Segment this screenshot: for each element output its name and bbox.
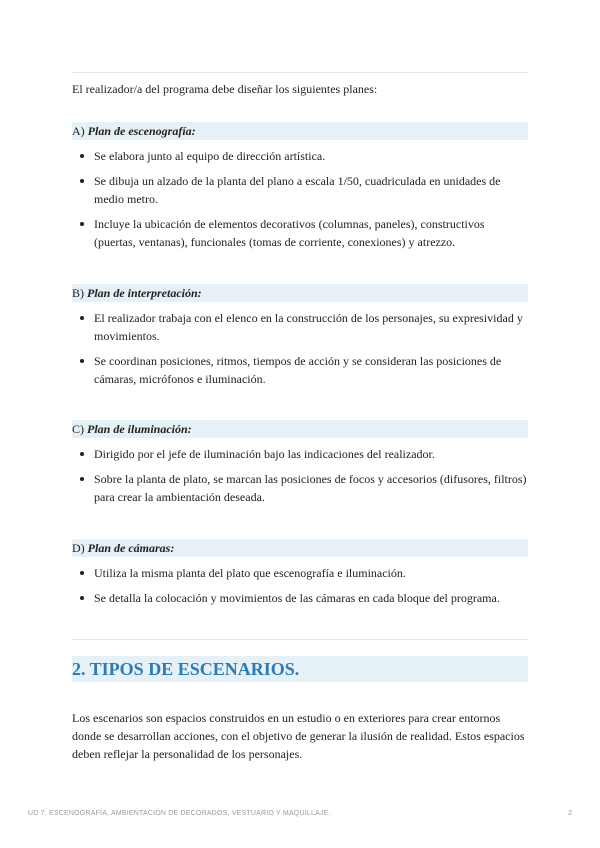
list-item: Incluye la ubicación de elementos decorativos (columnas, paneles), constructivos (puertas, ventanas), funcionales (tomas de corriente, conexiones) y atrezzo. (72, 215, 528, 251)
section-c-title: Plan de iluminación: (87, 422, 192, 436)
section-2-heading: 2. TIPOS DE ESCENARIOS. (72, 656, 528, 682)
section-a-heading (72, 122, 528, 140)
section-d-heading (72, 539, 528, 557)
list-item: Sobre la planta de plato, se marcan las posiciones de focos y accesorios (difusores, filtros) para crear la ambientación deseada. (72, 470, 528, 506)
section-c-list (72, 445, 528, 513)
list-item: El realizador trabaja con el elenco en la construcción de los personajes, su expresividad y movimientos. (72, 309, 528, 345)
section-b-list (72, 309, 528, 395)
section-b-title: Plan de interpretación: (87, 286, 202, 300)
intro-text: El realizador/a del programa debe diseñar los siguientes planes: (72, 82, 378, 96)
section-divider (72, 639, 528, 640)
section-d-letter: D) (72, 541, 85, 555)
section-b-letter: B) (72, 286, 84, 300)
section-a-title: Plan de escenografía: (87, 124, 196, 138)
section-d-title: Plan de cámaras: (87, 541, 175, 555)
list-item: Utiliza la misma planta del plato que escenografía e iluminación. (72, 564, 528, 582)
footer-unit-title: UD 7. ESCENOGRAFÍA, AMBIENTACIÓN DE DECORADOS, VESTUARIO Y MAQUILLAJE. (28, 810, 331, 817)
section-c-letter: C) (72, 422, 84, 436)
list-item: Se dibuja un alzado de la planta del plano a escala 1/50, cuadriculada en unidades de medio metro. (72, 172, 528, 208)
footer-page-number: 2 (568, 810, 572, 817)
list-item: Dirigido por el jefe de iluminación bajo las indicaciones del realizador. (72, 445, 528, 463)
escenarios-paragraph: Los escenarios son espacios construidos en un estudio o en exteriores para crear entornos donde se desarrollan acciones, con el objetivo de generar la ilusión de realidad. Estos espacios deben reflejar la personalidad de los personajes. (72, 711, 525, 761)
list-item: Se elabora junto al equipo de dirección artística. (72, 147, 528, 165)
list-item: Se detalla la colocación y movimientos de las cámaras en cada bloque del programa. (72, 589, 528, 607)
section-b-heading (72, 284, 528, 302)
top-divider (72, 72, 528, 73)
list-item: Se coordinan posiciones, ritmos, tiempos de acción y se consideran las posiciones de cámaras, micrófonos e iluminación. (72, 352, 528, 388)
section-d-list (72, 564, 528, 614)
section-a-letter: A) (72, 124, 85, 138)
section-c-heading (72, 420, 528, 438)
section-a-list (72, 147, 528, 258)
